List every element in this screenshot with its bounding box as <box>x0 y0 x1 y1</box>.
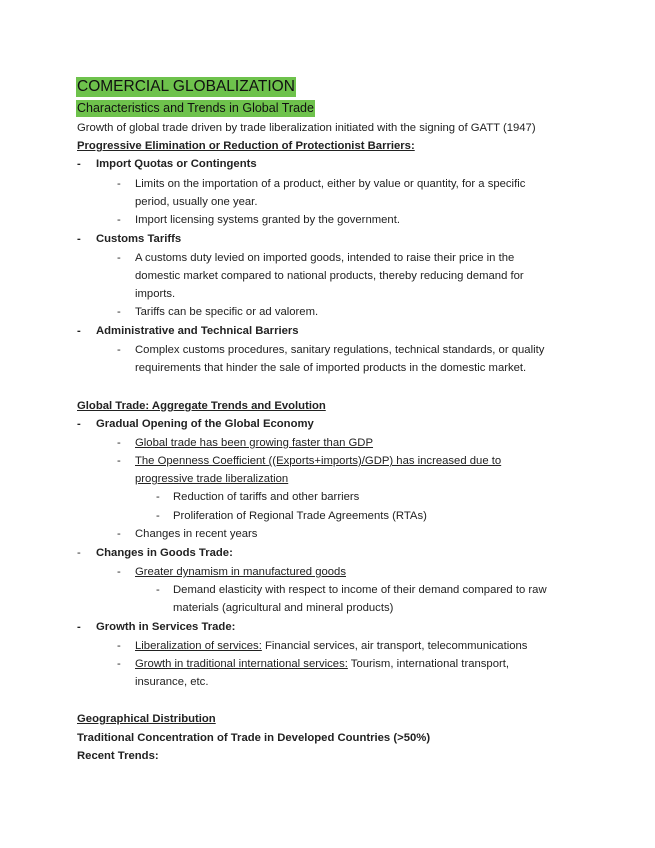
bullet-dash: - <box>117 455 121 467</box>
licensing-text: Import licensing systems granted by the government. <box>135 214 400 226</box>
item-goods-trade: Changes in Goods Trade: <box>96 547 233 559</box>
item-services-trade: Growth in Services Trade: <box>96 621 236 633</box>
rta-text: Proliferation of Regional Trade Agreements (RTAs) <box>173 510 427 522</box>
trade-growth-text: Global trade has been growing faster than GDP <box>135 437 374 449</box>
bullet-dash: - <box>77 325 81 337</box>
tariffs-text-line1: A customs duty levied on imported goods, intended to raise their price in the <box>135 252 515 264</box>
openness-text-line2: progressive trade liberalization <box>135 473 289 485</box>
services-liberalization-label: Liberalization of services: <box>135 640 262 652</box>
tariffs-specific-text: Tariffs can be specific or ad valorem. <box>135 306 319 318</box>
bullet-dash: - <box>117 178 121 190</box>
quotas-text-line2: period, usually one year. <box>135 196 258 208</box>
bullet-dash: - <box>117 566 121 578</box>
document-subtitle: Characteristics and Trends in Global Trade <box>77 101 314 115</box>
bullet-dash: - <box>77 547 81 559</box>
item-gradual-opening: Gradual Opening of the Global Economy <box>96 418 314 430</box>
concentration-text: Traditional Concentration of Trade in Developed Countries (>50%) <box>77 732 431 744</box>
bullet-dash: - <box>117 640 121 652</box>
section-heading-barriers: Progressive Elimination or Reduction of Protectionist Barriers: <box>77 140 415 152</box>
bullet-dash: - <box>117 437 121 449</box>
document-title: COMERCIAL GLOBALIZATION <box>77 78 295 95</box>
traditional-services-text-line2: insurance, etc. <box>135 676 209 688</box>
section-heading-trends: Global Trade: Aggregate Trends and Evolution <box>77 400 326 412</box>
services-liberalization-text: Financial services, air transport, telecommunications <box>261 640 528 652</box>
bullet-dash: - <box>117 528 121 540</box>
bullet-dash: - <box>77 233 81 245</box>
bullet-dash: - <box>117 252 121 264</box>
item-import-quotas: Import Quotas or Contingents <box>96 158 257 170</box>
bullet-dash: - <box>156 510 160 522</box>
tariffs-text-line3: imports. <box>135 288 176 300</box>
admin-text-line1: Complex customs procedures, sanitary regulations, technical standards, or quality <box>135 344 545 356</box>
traditional-services-text: Tourism, international transport, <box>347 658 510 670</box>
bullet-dash: - <box>117 344 121 356</box>
bullet-dash: - <box>117 658 121 670</box>
recent-changes-text: Changes in recent years <box>135 528 258 540</box>
tariffs-text-line2: domestic market compared to national products, thereby reducing demand for <box>135 270 524 282</box>
services-liberalization-line <box>135 639 527 654</box>
manufactured-goods-text: Greater dynamism in manufactured goods <box>135 566 346 578</box>
recent-trends-label: Recent Trends: <box>77 750 159 762</box>
bullet-dash: - <box>77 418 81 430</box>
bullet-dash: - <box>156 491 160 503</box>
bullet-dash: - <box>117 306 121 318</box>
tariff-reduction-text: Reduction of tariffs and other barriers <box>173 491 360 503</box>
item-customs-tariffs: Customs Tariffs <box>96 233 182 245</box>
bullet-dash: - <box>117 214 121 226</box>
intro-paragraph: Growth of global trade driven by trade liberalization initiated with the signing of GATT (1947) <box>77 122 536 134</box>
section-heading-geography: Geographical Distribution <box>77 713 216 725</box>
admin-text-line2: requirements that hinder the sale of imported products in the domestic market. <box>135 362 527 374</box>
traditional-services-label: Growth in traditional international services: <box>135 658 348 670</box>
bullet-dash: - <box>156 584 160 596</box>
bullet-dash: - <box>77 621 81 633</box>
item-admin-barriers: Administrative and Technical Barriers <box>96 325 299 337</box>
quotas-text-line1: Limits on the importation of a product, either by value or quantity, for a specific <box>135 178 526 190</box>
elasticity-text-line1: Demand elasticity with respect to income of their demand compared to raw <box>173 584 547 596</box>
openness-text-line1: The Openness Coefficient ((Exports+imports)/GDP) has increased due to <box>135 455 502 467</box>
bullet-dash: - <box>77 158 81 170</box>
elasticity-text-line2: materials (agricultural and mineral products) <box>173 602 394 614</box>
traditional-services-line <box>135 657 509 672</box>
